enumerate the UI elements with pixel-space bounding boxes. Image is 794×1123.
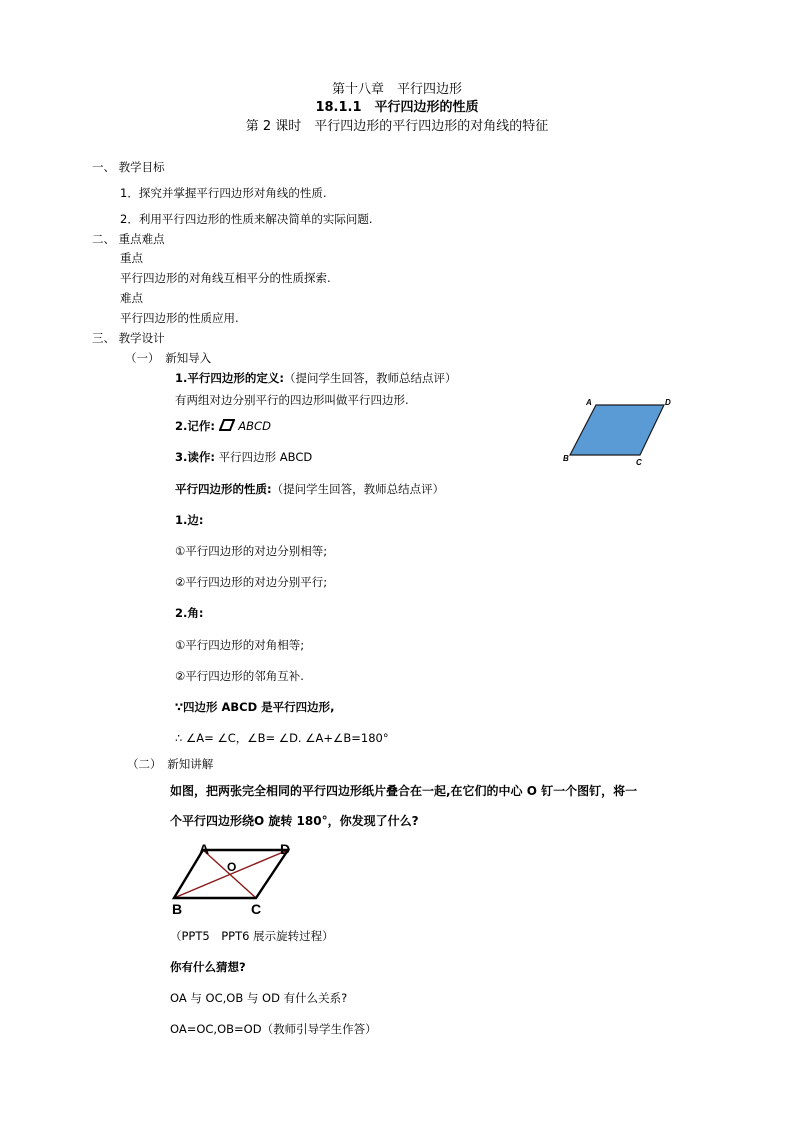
part1-label: （一） 新知导入 (125, 351, 212, 365)
part2-label: （二） 新知讲解 (127, 757, 214, 771)
section1-heading: 一、 教学目标 (92, 160, 165, 174)
vertex-a-label: A (586, 398, 592, 407)
definition-text: 有两组对边分别平行的四边形叫做平行四边形. (175, 393, 409, 407)
diagonals-figure (168, 838, 298, 918)
vertex-b-label: B (172, 901, 183, 917)
objective-2: 2．利用平行四边形的性质来解决简单的实际问题. (120, 212, 373, 226)
section-title: 18.1.1 平行四边形的性质 (315, 100, 479, 115)
because-statement: ∵四边形 ABCD 是平行四边形, (175, 700, 335, 714)
difficulty-label: 难点 (120, 291, 143, 305)
relation-question: OA 与 OC,OB 与 OD 有什么关系? (170, 991, 348, 1005)
angle-property-2: ②平行四边形的邻角互补. (175, 669, 304, 683)
therefore-statement: ∴ ∠A= ∠C，∠B= ∠D. ∠A+∠B=180° (175, 731, 389, 745)
definition-title: 1.平行四边形的定义: (175, 371, 284, 385)
parallelogram-figure (560, 395, 680, 467)
rotation-intro-1: 如图，把两张完全相同的平行四边形纸片叠合在一起,在它们的中心 O 钉一个图钉，将一 (170, 784, 638, 798)
conjecture-question: 你有什么猜想? (170, 960, 246, 974)
reading-label: 3.读作: (175, 450, 215, 464)
chapter-title: 第十八章 平行四边形 (331, 82, 462, 97)
reading-value: 平行四边形 ABCD (218, 450, 313, 464)
rotation-intro-2: 个平行四边形绕O 旋转 180°，你发现了什么? (170, 814, 419, 828)
notation-label: 2.记作: (175, 419, 215, 433)
key-label: 重点 (120, 251, 143, 265)
lesson-title: 第 2 课时 平行四边形的平行四边形的对角线的特征 (245, 119, 549, 134)
difficulty-text: 平行四边形的性质应用. (120, 311, 239, 325)
side-property-1: ①平行四边形的对边分别相等; (175, 544, 328, 558)
vertex-c-label: C (251, 901, 262, 917)
center-o-label: O (227, 860, 237, 874)
objective-1: 1．探究并掌握平行四边形对角线的性质. (120, 186, 327, 200)
angle-label: 2.角: (175, 606, 204, 620)
parallelogram-shape (570, 405, 664, 455)
property-note: （提问学生回答，教师总结点评） (271, 482, 445, 496)
vertex-d-label: D (665, 398, 671, 407)
key-text: 平行四边形的对角线互相平分的性质探索. (120, 271, 331, 285)
vertex-c-label: C (636, 458, 642, 467)
property-line (175, 481, 444, 497)
definition-note: （提问学生回答，教师总结点评） (283, 371, 457, 385)
section3-heading: 三、 教学设计 (92, 331, 165, 345)
side-label: 1.边: (175, 513, 204, 527)
notation-value: ABCD (238, 419, 271, 433)
relation-answer: OA=OC,OB=OD（教师引导学生作答） (170, 1022, 377, 1036)
reading-line (175, 449, 312, 465)
vertex-a-label: A (199, 841, 210, 857)
property-title: 平行四边形的性质: (175, 482, 272, 496)
notation-line (175, 418, 271, 434)
vertex-d-label: D (280, 841, 291, 857)
section2-heading: 二、 重点难点 (92, 232, 165, 246)
vertex-b-label: B (563, 454, 569, 463)
definition-line (175, 370, 456, 386)
ppt-note: （PPT5 PPT6 展示旋转过程） (170, 929, 334, 943)
side-property-2: ②平行四边形的对边分别平行; (175, 575, 328, 589)
parallelogram-symbol-icon (219, 419, 235, 431)
angle-property-1: ①平行四边形的对角相等; (175, 638, 305, 652)
